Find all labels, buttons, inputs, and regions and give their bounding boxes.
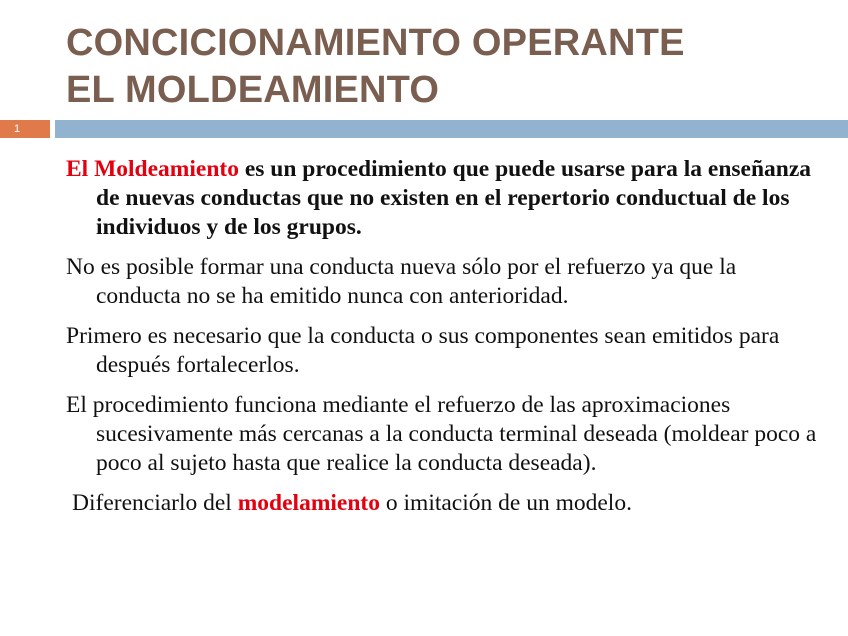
- definition-text: es un procedimiento que puede usarse para la enseñanza de nuevas conductas que no existen en el repertorio conductual de los individuos y de los grupos.: [96, 156, 812, 240]
- title-accent-bar: [55, 120, 848, 138]
- paragraph-diferenciar: [66, 489, 826, 518]
- diferenciar-text-after: o imitación de un modelo.: [380, 490, 632, 516]
- slide-number: 1: [0, 120, 50, 138]
- paragraph-refuerzo: No es posible formar una conducta nueva sólo por el refuerzo ya que la conducta no se ha emitido nunca con anterioridad.: [66, 254, 737, 309]
- highlight-moldeamiento: El Moldeamiento: [66, 156, 239, 182]
- slide-title: [66, 20, 685, 114]
- paragraph-componentes: Primero es necesario que la conducta o sus componentes sean emitidos para después fortalecerlos.: [66, 323, 780, 378]
- paragraph-procedimiento: El procedimiento funciona mediante el refuerzo de las aproximaciones sucesivamente más cercanas a la conducta terminal deseada (moldear poco a poco al sujeto hasta que realice la conducta deseada).: [66, 392, 817, 476]
- paragraph-definition: [66, 155, 826, 242]
- highlight-modelamiento: modelamiento: [237, 490, 381, 516]
- slide-title-line-1: CONCICIONAMIENTO OPERANTE: [66, 22, 685, 64]
- slide-body: [66, 155, 826, 529]
- diferenciar-text-before: Diferenciarlo del: [72, 490, 238, 516]
- slide-title-line-2: EL MOLDEAMIENTO: [66, 69, 440, 111]
